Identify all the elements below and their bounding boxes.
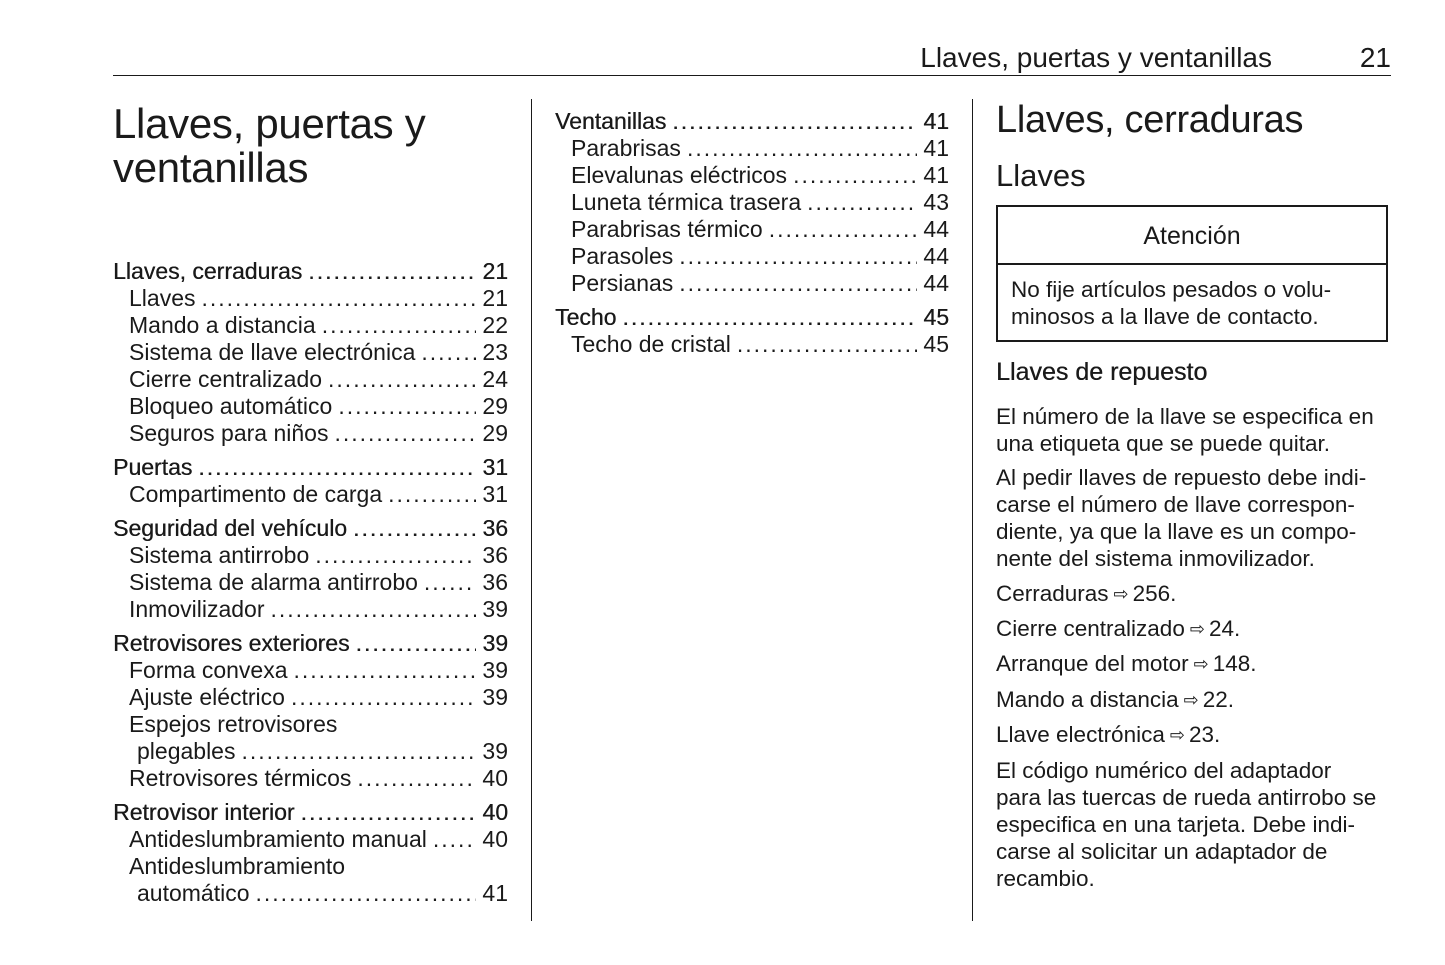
toc-leader-dots (353, 515, 476, 542)
toc-page-number: 36 (482, 515, 508, 541)
reference-page: 256. (1132, 581, 1177, 606)
toc-entry[interactable] (555, 135, 949, 162)
text-line: una etiqueta que se puede quitar. (996, 431, 1331, 456)
reference-text: Arranque del motor (996, 651, 1189, 676)
toc-page-number: 45 (923, 304, 949, 330)
column-divider-right (972, 99, 973, 921)
notice-body (998, 265, 1386, 330)
text-line: recambio. (996, 866, 1095, 891)
toc-entry-label: Ventanillas (555, 108, 667, 134)
toc-entry[interactable] (555, 216, 949, 243)
toc-page-number: 41 (923, 162, 949, 188)
toc-leader-dots (769, 216, 918, 243)
toc-entry-label: Llaves (129, 285, 196, 311)
toc-entry-label: Parasoles (571, 243, 674, 269)
attention-notice (996, 205, 1388, 342)
toc-page-number: 36 (482, 569, 508, 595)
text-line: nente del sistema inmovilizador. (996, 546, 1315, 571)
notice-heading: Atención (998, 207, 1386, 265)
chapter-title-line-2: ventanillas (113, 144, 309, 191)
reference-text: Cerraduras (996, 581, 1109, 606)
text-line: especifica en una tarjeta. Debe indi- (996, 812, 1355, 837)
reference-arrow-icon: ⇨ (1189, 619, 1205, 639)
toc-leader-dots (357, 765, 476, 792)
toc-leader-dots (315, 542, 476, 569)
reference-text: Mando a distancia (996, 687, 1179, 712)
toc-page-number: 40 (482, 799, 508, 825)
toc-entry-label: Retrovisores térmicos (129, 765, 352, 791)
paragraph-key-number (996, 403, 1391, 457)
toc-page-number: 39 (482, 657, 508, 683)
toc-page-number: 31 (482, 481, 508, 507)
toc-section-entry[interactable] (113, 515, 508, 542)
toc-page-number: 29 (482, 420, 508, 446)
text-line: para las tuercas de rueda antirrobo se (996, 785, 1377, 810)
toc-entry[interactable] (555, 270, 949, 297)
toc-entry[interactable] (555, 189, 949, 216)
toc-leader-dots (355, 630, 476, 657)
toc-page-number: 21 (482, 285, 508, 311)
toc-entry[interactable] (113, 826, 508, 853)
toc-leader-dots (201, 285, 476, 312)
notice-line: No fije artículos pesados o volu- (1011, 277, 1332, 302)
toc-leader-dots (198, 454, 476, 481)
toc-entry-label: Techo de cristal (571, 331, 731, 357)
toc-page-number: 39 (482, 596, 508, 622)
cross-reference-link[interactable] (996, 686, 1391, 715)
toc-page-number: 39 (482, 684, 508, 710)
toc-leader-dots (807, 189, 917, 216)
toc-entry[interactable] (113, 339, 508, 366)
toc-leader-dots (256, 880, 477, 907)
toc-page-number: 39 (482, 630, 508, 656)
toc-entry[interactable] (113, 880, 508, 907)
reference-text: Cierre centralizado (996, 616, 1185, 641)
toc-entry-label: Cierre centralizado (129, 366, 323, 392)
reference-arrow-icon: ⇨ (1183, 690, 1199, 710)
toc-leader-dots (687, 135, 917, 162)
toc-section-entry[interactable] (113, 799, 508, 826)
toc-entry[interactable] (113, 366, 508, 393)
toc-entry[interactable] (113, 596, 508, 623)
toc-page-number: 44 (923, 270, 949, 296)
toc-entry-label: Sistema de llave electrónica (129, 339, 416, 365)
toc-page-number: 41 (482, 880, 508, 906)
toc-page-number: 44 (923, 216, 949, 242)
toc-entry-label: Mando a distancia (129, 312, 316, 338)
toc-leader-dots (271, 596, 477, 623)
toc-leader-dots (301, 799, 477, 826)
table-of-contents-middle (555, 108, 949, 358)
toc-entry[interactable] (113, 542, 508, 569)
toc-entry-label: Forma convexa (129, 657, 288, 683)
toc-page-number: 44 (923, 243, 949, 269)
cross-reference-link[interactable] (996, 650, 1391, 679)
text-line: carse al solicitar un adaptador de (996, 839, 1328, 864)
toc-page-number: 31 (482, 454, 508, 480)
toc-entry-label: Sistema de alarma antirrobo (129, 569, 418, 595)
cross-reference-link[interactable] (996, 580, 1391, 609)
toc-entry-label: Seguros para niños (129, 420, 329, 446)
toc-page-number: 36 (482, 542, 508, 568)
header-rule (113, 75, 1391, 76)
toc-section-entry[interactable] (113, 630, 508, 657)
toc-entry[interactable] (555, 331, 949, 358)
toc-leader-dots (338, 393, 476, 420)
toc-entry[interactable] (113, 420, 508, 447)
paragraph-adapter-code (996, 757, 1391, 892)
reference-text: Llave electrónica (996, 722, 1165, 747)
toc-page-number: 40 (482, 765, 508, 791)
text-line: El número de la llave se especifica en (996, 404, 1374, 429)
toc-leader-dots (679, 270, 917, 297)
toc-entry[interactable] (113, 285, 508, 312)
toc-leader-dots (241, 738, 476, 765)
toc-entry-label: Sistema antirrobo (129, 542, 310, 568)
toc-entry-label: Bloqueo automático (129, 393, 333, 419)
column-divider-left (531, 99, 532, 921)
page-number: 21 (1359, 42, 1391, 73)
toc-entry[interactable] (113, 481, 508, 508)
toc-entry[interactable] (113, 738, 508, 765)
toc-entry[interactable] (555, 243, 949, 270)
toc-entry-label: Elevalunas eléctricos (571, 162, 788, 188)
toc-entry-label: Antideslumbramiento manual (129, 826, 427, 852)
toc-leader-dots (433, 826, 477, 853)
toc-entry-label: Compartimento de carga (129, 481, 383, 507)
toc-entry-label: Espejos retrovisores (129, 711, 338, 737)
toc-page-number: 45 (923, 331, 949, 357)
reference-page: 24. (1208, 616, 1241, 641)
toc-leader-dots (421, 339, 476, 366)
toc-entry-label: automático (137, 880, 250, 906)
toc-page-number: 22 (482, 312, 508, 338)
toc-leader-dots (424, 569, 476, 596)
toc-leader-dots (793, 162, 917, 189)
chapter-title (113, 102, 425, 190)
toc-page-number: 43 (923, 189, 949, 215)
toc-page-number: 23 (482, 339, 508, 365)
reference-arrow-icon: ⇨ (1113, 584, 1129, 604)
cross-reference-link[interactable] (996, 615, 1391, 644)
toc-entry-label: plegables (137, 738, 236, 764)
toc-page-number: 40 (482, 826, 508, 852)
toc-entry-label: Llaves, cerraduras (113, 258, 303, 284)
text-line: El código numérico del adaptador (996, 758, 1332, 783)
toc-entry-label: Persianas (571, 270, 674, 296)
toc-leader-dots (322, 312, 477, 339)
toc-entry[interactable] (555, 162, 949, 189)
toc-entry-label: Retrovisores exteriores (113, 630, 350, 656)
toc-entry[interactable] (113, 393, 508, 420)
reference-page: 22. (1202, 687, 1234, 712)
toc-page-number: 21 (482, 258, 508, 284)
toc-leader-dots (308, 258, 476, 285)
toc-entry-label: Antideslumbramiento (129, 853, 346, 879)
spare-keys-heading: Llaves de repuesto (996, 358, 1208, 386)
toc-entry-label: Seguridad del vehículo (113, 515, 347, 541)
toc-section-entry[interactable] (555, 108, 949, 135)
toc-leader-dots (672, 108, 917, 135)
toc-entry-label: Retrovisor interior (113, 799, 295, 825)
paragraph-spare-keys (996, 464, 1391, 572)
toc-entry-label: Parabrisas térmico (571, 216, 763, 242)
toc-leader-dots (328, 366, 476, 393)
toc-page-number: 39 (482, 738, 508, 764)
toc-entry-label: Parabrisas (571, 135, 681, 161)
toc-entry[interactable] (113, 569, 508, 596)
reference-page: 148. (1212, 651, 1257, 676)
reference-arrow-icon: ⇨ (1193, 654, 1209, 674)
toc-leader-dots (334, 420, 476, 447)
toc-entry-label: Luneta térmica trasera (571, 189, 802, 215)
toc-entry-label: Puertas (113, 454, 193, 480)
toc-section-entry[interactable] (555, 304, 949, 331)
toc-page-number: 24 (482, 366, 508, 392)
running-header-title: Llaves, puertas y ventanillas (920, 42, 1272, 73)
subsection-title: Llaves (996, 158, 1086, 193)
toc-entry[interactable] (113, 312, 508, 339)
reference-arrow-icon: ⇨ (1169, 725, 1185, 745)
toc-entry-label: Ajuste eléctrico (129, 684, 285, 710)
toc-page-number: 29 (482, 393, 508, 419)
cross-reference-link[interactable] (996, 721, 1391, 750)
toc-page-number: 41 (923, 135, 949, 161)
toc-page-number: 41 (923, 108, 949, 134)
toc-leader-dots (737, 331, 918, 358)
toc-leader-dots (291, 684, 476, 711)
table-of-contents-left (113, 258, 508, 907)
toc-leader-dots (294, 657, 477, 684)
toc-leader-dots (622, 304, 917, 331)
text-line: diente, ya que la llave es un compo- (996, 519, 1357, 544)
toc-entry[interactable] (113, 765, 508, 792)
toc-entry-label: Techo (555, 304, 617, 330)
toc-entry[interactable] (113, 684, 508, 711)
toc-section-entry[interactable] (113, 258, 508, 285)
reference-page: 23. (1188, 722, 1221, 747)
toc-leader-dots (679, 243, 917, 270)
text-line: Al pedir llaves de repuesto debe indi- (996, 465, 1367, 490)
text-line: carse el número de llave correspon- (996, 492, 1355, 517)
toc-leader-dots (388, 481, 476, 508)
section-title: Llaves, cerraduras (996, 99, 1304, 141)
chapter-title-line-1: Llaves, puertas y (113, 100, 426, 147)
toc-entry[interactable] (113, 657, 508, 684)
toc-section-entry[interactable] (113, 454, 508, 481)
notice-line: minosos a la llave de contacto. (1011, 304, 1319, 329)
toc-entry-label: Inmovilizador (129, 596, 265, 622)
